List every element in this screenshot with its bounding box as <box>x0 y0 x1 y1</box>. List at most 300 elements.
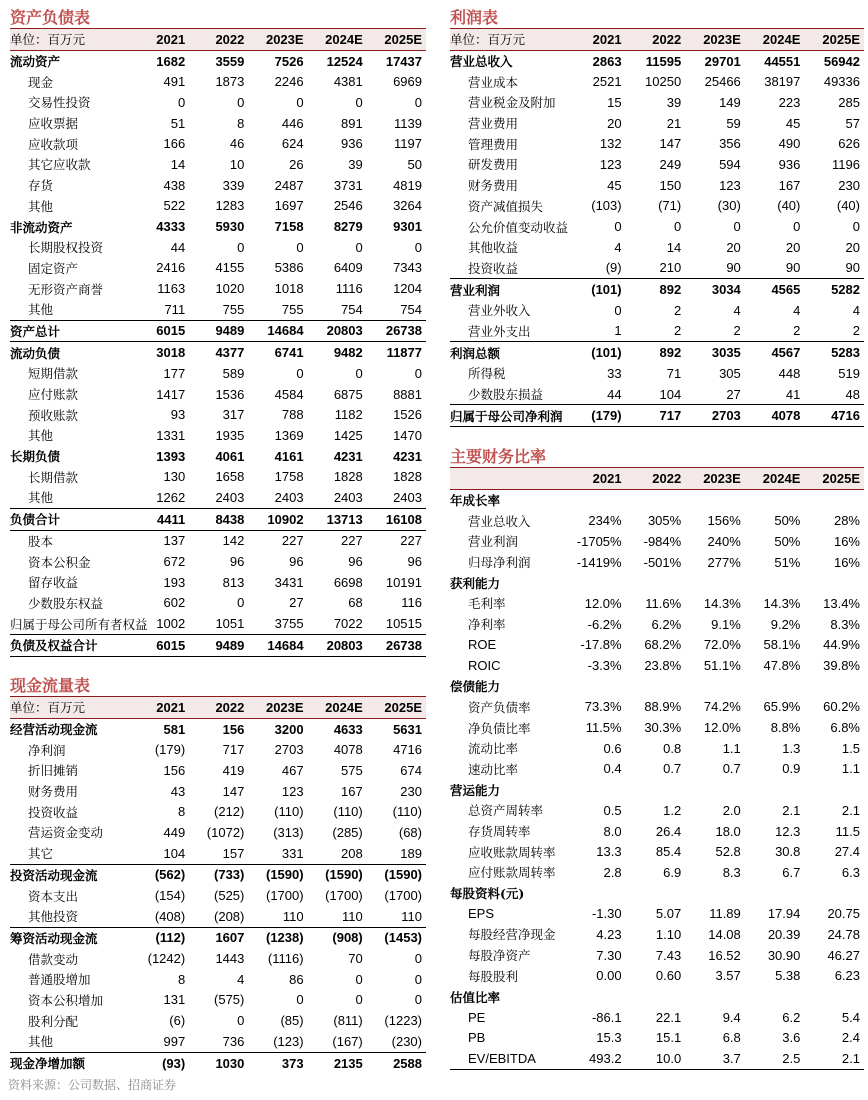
table-row <box>450 883 864 904</box>
value-cell: 167 <box>341 783 363 799</box>
value-cell <box>745 572 805 593</box>
table-row <box>450 71 864 92</box>
table-row <box>10 363 426 384</box>
value-cell: 130 <box>163 469 186 485</box>
value-cell: 2521 <box>592 74 622 90</box>
value-cell: 2416 <box>156 260 186 276</box>
value-cell: 2 <box>852 323 860 339</box>
row-label: 股本 <box>10 530 130 551</box>
row-label: 留存收益 <box>28 575 79 591</box>
value-cell: 223 <box>778 94 801 110</box>
row-label: 营运能力 <box>450 782 501 798</box>
value-cell: 132 <box>599 136 622 152</box>
value-cell: 3559 <box>215 53 245 69</box>
table-row <box>10 196 426 217</box>
value-cell: 88.9% <box>644 699 682 715</box>
value-cell: 717 <box>222 742 245 758</box>
row-label: 应收账款周转率 <box>468 844 556 860</box>
value-cell: 936 <box>778 156 801 172</box>
value-cell: -6.2% <box>587 616 622 632</box>
table-row <box>450 655 864 676</box>
value-cell: 15.1 <box>655 1030 682 1046</box>
table-row <box>10 216 426 237</box>
row-label: 现金 <box>28 74 54 90</box>
table-row <box>450 92 864 113</box>
value-cell: 96 <box>289 554 304 570</box>
value-cell: (575) <box>214 992 245 1008</box>
value-cell: 14684 <box>248 320 307 342</box>
value-cell: (908) <box>308 927 367 948</box>
table-row <box>10 258 426 279</box>
table-row <box>10 466 426 487</box>
value-cell: -1419% <box>576 554 622 570</box>
value-cell: 20803 <box>308 320 367 342</box>
value-cell: (110) <box>392 804 422 820</box>
value-cell: 6.8 <box>722 1030 741 1046</box>
value-cell: 1697 <box>274 198 304 214</box>
value-cell: 6.2 <box>782 1009 801 1025</box>
table-row <box>450 986 864 1007</box>
row-label: 其他 <box>28 1034 54 1050</box>
value-cell: (1700) <box>325 888 363 904</box>
value-cell: 5631 <box>393 721 422 737</box>
value-cell: 6015 <box>130 634 189 656</box>
value-cell: 93 <box>170 407 186 423</box>
value-cell: (562) <box>130 864 189 885</box>
value-cell: 50% <box>774 533 801 549</box>
row-label: 现金净增加额 <box>10 1052 130 1073</box>
value-cell: 10 <box>229 156 245 172</box>
value-cell: 50 <box>407 156 422 172</box>
table-row <box>450 258 864 279</box>
cash-flow-panel <box>10 676 426 1073</box>
value-cell: 2.5 <box>745 1048 805 1069</box>
value-cell: 13713 <box>308 508 367 530</box>
value-cell: 2703 <box>274 742 304 758</box>
value-cell: 1393 <box>156 448 186 464</box>
row-label: 应收票据 <box>28 116 79 132</box>
value-cell: 1758 <box>274 469 304 485</box>
value-cell: 39 <box>348 156 363 172</box>
table-row <box>450 113 864 134</box>
row-label: 长期股权投资 <box>28 240 104 256</box>
value-cell: 2.4 <box>841 1030 860 1046</box>
value-cell: 0 <box>852 219 860 235</box>
value-cell: 68.2% <box>644 637 682 653</box>
value-cell: 234% <box>588 513 622 529</box>
value-cell: 39 <box>666 94 682 110</box>
value-cell: 626 <box>838 136 860 152</box>
table-row <box>450 384 864 405</box>
year-header: 2023E <box>248 697 307 719</box>
table-row <box>10 551 426 572</box>
value-cell: 754 <box>341 301 363 317</box>
value-cell: 12.0% <box>584 595 622 611</box>
value-cell: (1590) <box>308 864 367 885</box>
cash-flow-table <box>10 696 426 1073</box>
value-cell: 467 <box>281 762 304 778</box>
value-cell: (68) <box>398 824 422 840</box>
value-cell: (71) <box>658 198 682 214</box>
value-cell: 20.75 <box>827 906 860 922</box>
value-cell: 3731 <box>333 177 363 193</box>
value-cell: 4716 <box>393 742 422 758</box>
value-cell: -984% <box>643 533 682 549</box>
value-cell: 23.8% <box>644 658 682 674</box>
value-cell: 131 <box>163 992 186 1008</box>
row-label: 营业成本 <box>468 74 519 90</box>
table-row <box>10 760 426 781</box>
value-cell: 0 <box>355 94 363 110</box>
value-cell: 892 <box>626 342 686 363</box>
value-cell: 3.7 <box>685 1048 745 1069</box>
value-cell <box>685 676 745 697</box>
value-cell: 5.4 <box>841 1009 860 1025</box>
value-cell: 45 <box>607 177 622 193</box>
value-cell: 20803 <box>308 634 367 656</box>
value-cell: 0 <box>673 219 682 235</box>
row-label: 归属于母公司净利润 <box>450 405 566 427</box>
value-cell: 1.5 <box>841 740 860 756</box>
value-cell: (40) <box>777 198 801 214</box>
table-row <box>450 821 864 842</box>
row-label: 存货周转率 <box>468 824 531 840</box>
value-cell: 4 <box>614 239 622 255</box>
year-header: 2021 <box>130 29 189 51</box>
value-cell <box>566 779 626 800</box>
value-cell <box>626 779 686 800</box>
value-cell: 104 <box>163 845 186 861</box>
year-header: 2024E <box>745 468 805 490</box>
value-cell: 0 <box>414 971 422 987</box>
value-cell: 0 <box>355 971 363 987</box>
balance-sheet-title: 资产负债表 <box>10 8 91 27</box>
table-row <box>10 320 426 342</box>
value-cell: 356 <box>719 136 741 152</box>
row-label: 营业外支出 <box>468 323 531 339</box>
value-cell: 10515 <box>385 616 422 632</box>
value-cell: (103) <box>591 198 622 214</box>
value-cell: 575 <box>341 762 363 778</box>
value-cell: (285) <box>332 824 363 840</box>
balance-sheet-panel <box>10 8 426 657</box>
table-row <box>10 113 426 134</box>
value-cell: 3034 <box>685 279 745 300</box>
table-row <box>10 299 426 320</box>
value-cell: 674 <box>400 762 422 778</box>
value-cell: 18.0 <box>715 823 741 839</box>
value-cell: 5.07 <box>655 906 682 922</box>
value-cell: -3.3% <box>587 658 622 674</box>
value-cell: 17437 <box>385 53 422 69</box>
table-row <box>450 342 864 363</box>
value-cell: 9489 <box>189 320 248 342</box>
value-cell: 57 <box>845 115 860 131</box>
row-label: 净利润 <box>28 742 66 758</box>
value-cell: 0.60 <box>655 968 682 984</box>
value-cell: 90 <box>785 260 801 276</box>
value-cell: 2588 <box>367 1052 426 1073</box>
value-cell: 0 <box>237 595 245 611</box>
table-row <box>10 175 426 196</box>
value-cell: 20 <box>607 115 622 131</box>
value-cell: (9) <box>605 260 622 276</box>
value-cell: 490 <box>778 136 801 152</box>
value-cell: 4061 <box>215 448 245 464</box>
value-cell: 624 <box>281 136 304 152</box>
year-header: 2021 <box>566 29 626 51</box>
value-cell: 6.7 <box>782 864 801 880</box>
value-cell: 8.0 <box>603 823 622 839</box>
value-cell: (30) <box>717 198 741 214</box>
value-cell: 4716 <box>804 405 864 427</box>
value-cell: 46 <box>229 136 245 152</box>
table-row <box>10 154 426 175</box>
value-cell: 1.3 <box>782 740 801 756</box>
value-cell: 156 <box>222 721 245 737</box>
value-cell: 1536 <box>215 386 245 402</box>
year-header: 2021 <box>566 468 626 490</box>
year-header: 2023E <box>685 468 745 490</box>
value-cell: 1828 <box>333 469 363 485</box>
table-row <box>450 154 864 175</box>
value-cell: 8 <box>177 804 186 820</box>
table-row <box>10 425 426 446</box>
row-label: 流动比率 <box>468 741 519 757</box>
value-cell: 491 <box>163 74 186 90</box>
table-row <box>10 71 426 92</box>
row-label: 年成长率 <box>450 493 501 509</box>
value-cell: 227 <box>248 530 307 551</box>
table-row <box>450 196 864 217</box>
value-cell: 1018 <box>274 281 304 297</box>
value-cell: 7158 <box>274 219 304 235</box>
row-label: 股利分配 <box>28 1013 79 1029</box>
value-cell: 58.1% <box>763 637 801 653</box>
value-cell: 1030 <box>189 1052 248 1073</box>
value-cell <box>804 489 864 510</box>
table-row <box>450 363 864 384</box>
value-cell: 1262 <box>156 489 186 505</box>
value-cell: 46.27 <box>827 947 860 963</box>
row-label: ROIC <box>468 658 501 674</box>
value-cell: (1116) <box>267 951 304 967</box>
row-label: 营业外收入 <box>468 303 531 319</box>
value-cell: 12.3 <box>775 823 801 839</box>
value-cell: 71 <box>666 365 682 381</box>
value-cell: 3755 <box>274 616 304 632</box>
table-row <box>10 843 426 864</box>
value-cell: 1204 <box>393 281 422 297</box>
value-cell: (1072) <box>206 824 245 840</box>
value-cell: 227 <box>308 530 367 551</box>
row-label: 获利能力 <box>450 575 501 591</box>
table-row <box>10 634 426 656</box>
value-cell: 70 <box>348 951 363 967</box>
value-cell: (179) <box>154 742 186 758</box>
source-note: 资料来源：公司数据、招商证券 <box>8 1078 177 1092</box>
table-header-row <box>10 697 426 719</box>
row-label: 其他投资 <box>28 909 79 925</box>
value-cell: (85) <box>280 1013 304 1029</box>
value-cell: 43 <box>170 783 186 799</box>
value-cell: (1242) <box>147 951 186 967</box>
value-cell: 9.1% <box>711 616 741 632</box>
value-cell: 156% <box>707 513 741 529</box>
value-cell: 331 <box>281 845 304 861</box>
value-cell: 60.2% <box>823 699 860 715</box>
row-label: 每股资料(元) <box>450 886 525 902</box>
value-cell: (93) <box>130 1052 189 1073</box>
value-cell: 1526 <box>393 407 422 423</box>
row-label: 筹资活动现金流 <box>10 927 130 948</box>
table-row <box>450 614 864 635</box>
value-cell: 2.1 <box>804 1048 864 1069</box>
row-label: 少数股东损益 <box>468 387 544 403</box>
value-cell: 5283 <box>804 342 864 363</box>
table-row <box>450 697 864 718</box>
value-cell: 51.1% <box>703 658 741 674</box>
value-cell: 30.8 <box>775 844 801 860</box>
value-cell: 9.2% <box>770 616 801 632</box>
value-cell <box>804 676 864 697</box>
row-label: 资本公积金 <box>28 554 91 570</box>
value-cell: 602 <box>163 595 186 611</box>
value-cell: 1196 <box>832 156 860 172</box>
value-cell: (212) <box>214 804 245 820</box>
value-cell: (167) <box>332 1033 363 1049</box>
table-row <box>10 1010 426 1031</box>
value-cell: 419 <box>222 762 245 778</box>
value-cell: 16% <box>833 554 860 570</box>
table-row <box>10 864 426 885</box>
value-cell: 736 <box>222 1033 245 1049</box>
value-cell: 0.7 <box>663 761 682 777</box>
row-label: 其它应收款 <box>28 157 91 173</box>
value-cell: 1425 <box>333 427 363 443</box>
value-cell: 3200 <box>274 721 304 737</box>
value-cell: 4377 <box>189 342 248 363</box>
value-cell: 0.4 <box>603 761 622 777</box>
table-row <box>10 50 426 71</box>
year-header: 2022 <box>189 697 248 719</box>
table-row <box>10 739 426 760</box>
value-cell: 26738 <box>367 320 426 342</box>
row-label: 总资产周转率 <box>468 803 544 819</box>
value-cell: (811) <box>333 1013 363 1029</box>
value-cell: 493.2 <box>566 1048 626 1069</box>
row-label: 资产减值损失 <box>468 198 544 214</box>
row-label: 每股经营净现金 <box>468 927 556 943</box>
value-cell: 14 <box>170 156 186 172</box>
value-cell: 5.38 <box>775 968 801 984</box>
value-cell: 49336 <box>823 74 860 90</box>
value-cell: 5386 <box>274 260 304 276</box>
value-cell: 1.10 <box>655 926 682 942</box>
value-cell: 0 <box>414 951 422 967</box>
value-cell <box>745 489 805 510</box>
value-cell: 446 <box>281 115 304 131</box>
value-cell: 755 <box>281 301 304 317</box>
value-cell: 448 <box>778 365 801 381</box>
table-row <box>10 1052 426 1073</box>
value-cell: 27 <box>289 595 304 611</box>
table-header-row <box>450 29 864 51</box>
value-cell: 33 <box>607 365 622 381</box>
value-cell <box>566 572 626 593</box>
value-cell: 230 <box>838 177 860 193</box>
value-cell: 936 <box>341 136 363 152</box>
value-cell: 1182 <box>334 407 363 423</box>
value-cell: 4161 <box>274 448 304 464</box>
value-cell: 4411 <box>130 508 189 530</box>
table-row <box>10 822 426 843</box>
value-cell: 15.3 <box>596 1030 622 1046</box>
table-row <box>450 593 864 614</box>
value-cell: 27 <box>726 386 741 402</box>
value-cell: 44551 <box>764 53 801 69</box>
table-row <box>450 552 864 573</box>
row-label: 投资收益 <box>468 260 519 276</box>
value-cell: 373 <box>248 1052 307 1073</box>
value-cell: 2403 <box>274 489 304 505</box>
table-row <box>450 510 864 531</box>
value-cell: 150 <box>659 177 682 193</box>
value-cell: 65.9% <box>763 699 801 715</box>
value-cell: 4078 <box>333 742 363 758</box>
row-label: 净利率 <box>468 617 506 633</box>
value-cell: 20 <box>785 239 801 255</box>
value-cell: 1607 <box>189 927 248 948</box>
value-cell: 13.4% <box>823 595 860 611</box>
year-header: 2022 <box>189 29 248 51</box>
row-label: 应付账款周转率 <box>468 865 556 881</box>
row-label: 每股净资产 <box>468 948 531 964</box>
value-cell <box>745 676 805 697</box>
value-cell: 0 <box>296 365 304 381</box>
value-cell: 4231 <box>393 448 422 464</box>
value-cell <box>566 883 626 904</box>
value-cell: (408) <box>154 908 186 924</box>
table-row <box>450 717 864 738</box>
table-row <box>450 1048 864 1069</box>
value-cell: 193 <box>163 574 186 590</box>
row-label: 资产负债率 <box>468 699 531 715</box>
value-cell <box>804 883 864 904</box>
row-label: 所得税 <box>468 366 506 382</box>
table-row <box>10 342 426 363</box>
value-cell: 8.8% <box>770 720 801 736</box>
table-row <box>10 990 426 1011</box>
value-cell <box>626 572 686 593</box>
table-row <box>450 50 864 71</box>
value-cell: 755 <box>222 301 245 317</box>
year-header: 2025E <box>367 697 426 719</box>
table-header-row <box>450 468 864 490</box>
year-header: 2023E <box>248 29 307 51</box>
value-cell: 0.7 <box>722 761 741 777</box>
table-row <box>10 237 426 258</box>
value-cell: 0.5 <box>603 802 622 818</box>
row-label: 归母净利润 <box>468 555 531 571</box>
value-cell: 754 <box>400 301 422 317</box>
value-cell: (101) <box>566 279 626 300</box>
value-cell: 28% <box>833 513 860 529</box>
value-cell: 0 <box>414 992 422 1008</box>
value-cell: 813 <box>222 574 245 590</box>
row-label: 非流动资产 <box>10 219 73 235</box>
value-cell <box>804 986 864 1007</box>
